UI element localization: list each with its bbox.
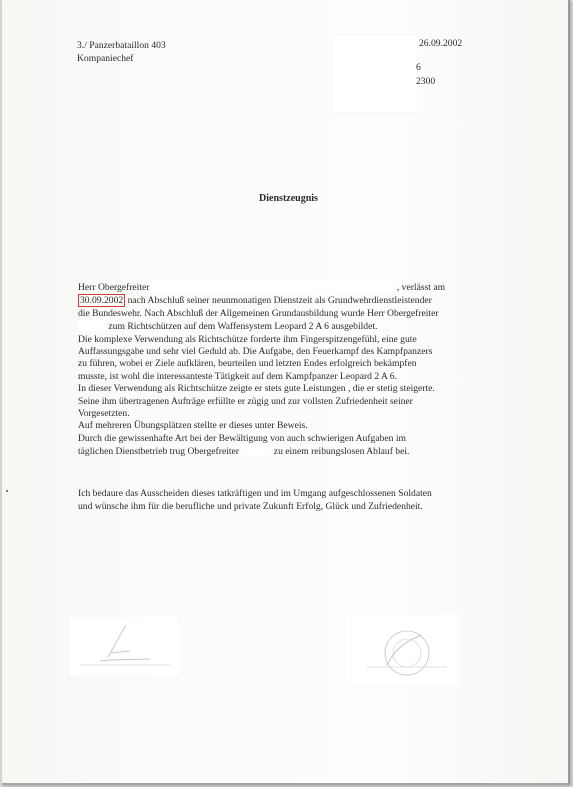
body-line: In dieser Verwendung als Richtschütze zeigte er stets gute Leistungen , die er stetig steigerte. [78,383,435,395]
body-line [78,281,508,294]
document-page [2,0,570,785]
body-text-segment: Herr Obergefreiter [78,282,150,293]
document-title: Dienstzeugnis [259,193,318,204]
name-redaction [241,445,271,456]
postal-code: 2300 [416,76,436,87]
letter-date: 26.09.2002 [419,38,463,49]
body-line: Auffassungsgabe und sehr viel Geduld ab. Die Aufgabe, den Feuerkampf des Kampfpanzers [78,346,433,358]
body-line: musste, ist wohl die interessanteste Tätigkeit auf dem Kampfpanzer Leopard 2 A 6. [78,370,397,382]
address-number: 6 [416,62,421,73]
body-text-segment: , verlässt am [396,282,446,293]
signature-redaction-left [70,617,178,675]
sender-unit: 3./ Panzerbataillon 403 [77,40,166,51]
body-line [78,294,508,307]
body-text-segment: zum Richtschützen auf dem Waffensystem Leopard 2 A 6 ausgebildet. [106,321,378,333]
body-line: Seine ihm übertragenen Aufträge erfüllte er zügig und zur vollsten Zufriedenheit seiner [78,395,413,407]
highlighted-date: 30.09.2002 [80,295,124,307]
body-line: Durch die gewissenhafte Art bei der Bewältigung von auch schwierigen Aufgaben im [78,432,406,444]
closing-line: Ich bedaure das Ausscheiden dieses tatkräftigen und im Umgang aufgeschlossenen Soldaten [78,488,432,499]
name-redaction [152,281,397,292]
name-redaction [78,320,106,331]
body-line: die Bundeswehr. Nach Abschluß der Allgemeinen Grundausbildung wurde Herr Obergefreiter [78,307,439,319]
signature-scribble [70,617,178,675]
closing-text [78,488,518,513]
closing-line: und wünsche ihm für die berufliche und private Zukunft Erfolg, Glück und Zufriedenheit. [78,500,423,512]
body-text-segment: täglichen Dienstbetrieb trug Obergefreiter [78,446,239,458]
body-line: Die komplexe Verwendung als Richtschütze forderte ihm Fingerspitzengefühl, eine gute [78,333,417,345]
stamp-redaction-right [347,615,459,685]
body-line [78,320,508,333]
body-line [78,445,508,458]
sender-block [77,40,166,65]
scan-speck [6,490,8,492]
body-text-segment: nach Abschluß seiner neunmonatigen Dienstzeit als Grundwehrdienstleistender [125,295,432,307]
body-line: Auf mehreren Übungsplätzen stellte er dieses unter Beweis. [78,420,308,432]
sender-role: Kompaniechef [77,52,134,64]
stamp-mark [347,615,459,685]
body-text [78,281,508,459]
body-line: zu führen, wobei er Ziele aufklären, beurteilen und letzten Endes erfolgreich bekämpfen [78,358,417,370]
body-text-segment: zu einem reibungslosen Ablauf bei. [271,446,410,458]
address-redaction [332,36,417,112]
body-line: Vorgesetzten. [78,408,130,420]
